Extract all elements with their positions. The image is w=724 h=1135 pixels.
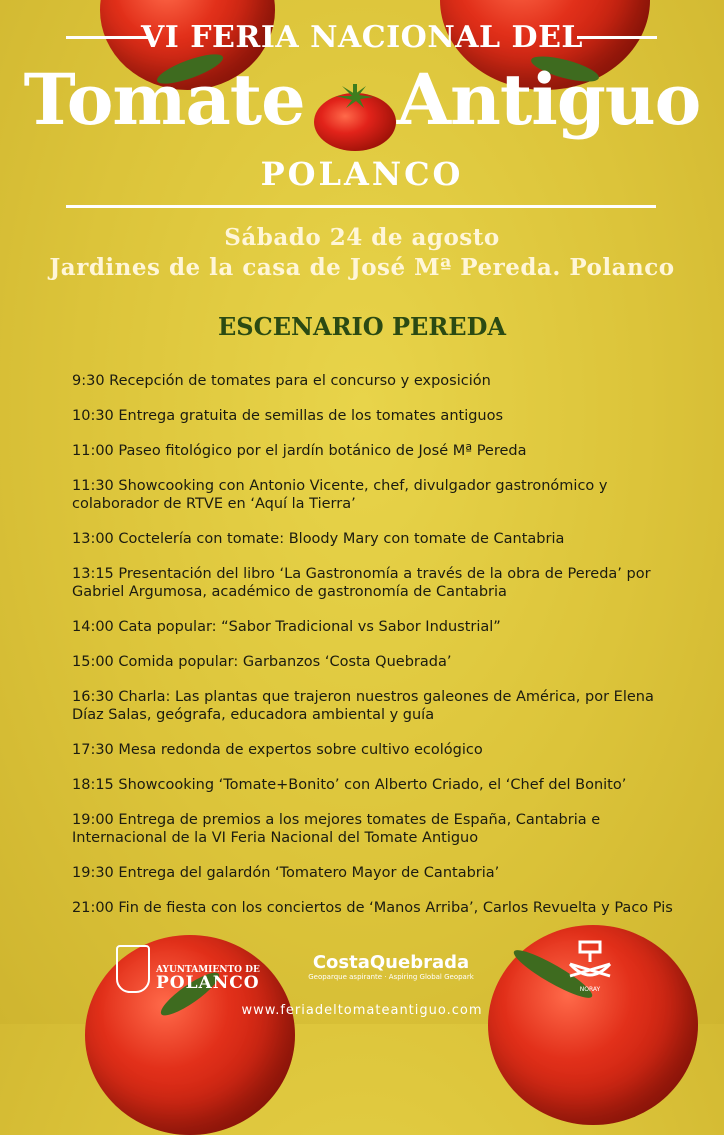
title-word-left: Tomate [23,58,305,141]
costa-quebrada-subtitle: Geoparque aspirante · Aspiring Global Geopark [308,973,474,981]
stage-heading: ESCENARIO PEREDA [217,312,507,341]
program-item: 19:30 Entrega del galardón ‘Tomatero Mayor de Cantabria’ [72,865,500,881]
program-item: 15:00 Comida popular: Garbanzos ‘Costa Quebrada’ [72,654,452,670]
noray-label: NORAY [579,986,601,993]
title-word-right: Antiguo [396,58,701,141]
program-item: 19:00 Entrega de premios a los mejores tomates de España, Cantabria e Internacional de la VI Feria Nacional del Tomate Antiguo [72,812,601,846]
event-place: Jardines de la casa de José Mª Pereda. Polanco [49,254,675,281]
ayuntamiento-label: AYUNTAMIENTO DE [156,965,260,975]
header-rule-bottom [66,205,656,208]
event-date: Sábado 24 de agosto [224,224,500,251]
ayuntamiento-polanco-logo [116,945,260,995]
costa-quebrada-name: CostaQuebrada [312,952,470,973]
town-heading: POLANCO [260,155,464,193]
program-item: 16:30 Charla: Las plantas que trajeron nuestros galeones de América, por Elena Díaz Salas, geógrafa, educadora ambiental y guía [72,689,654,723]
noray-logo [566,940,614,996]
program-item: 21:00 Fin de fiesta con los conciertos de ‘Manos Arriba’, Carlos Revuelta y Paco Pis [72,900,673,916]
fair-edition-heading: VI FERIA NACIONAL DEL [140,20,584,55]
program-item: 9:30 Recepción de tomates para el concurso y exposición [72,373,491,389]
website-link[interactable]: www.feriadeltomateantiguo.com [241,1003,483,1018]
program-item: 14:00 Cata popular: “Sabor Tradicional vs Sabor Industrial” [72,619,501,635]
shield-icon [116,945,150,993]
noray-icon [566,940,614,986]
costa-quebrada-logo [308,952,474,981]
program-item: 18:15 Showcooking ‘Tomate+Bonito’ con Alberto Criado, el ‘Chef del Bonito’ [72,777,627,793]
program-item: 13:00 Coctelería con tomate: Bloody Mary con tomate de Cantabria [72,531,565,547]
tomato-icon [312,80,398,152]
program-item: 11:00 Paseo fitológico por el jardín botánico de José Mª Pereda [72,443,527,459]
program-item: 11:30 Showcooking con Antonio Vicente, chef, divulgador gastronómico y colaborador de RTVE en ‘Aquí la Tierra’ [72,478,608,512]
program-list [72,372,690,934]
program-item: 13:15 Presentación del libro ‘La Gastronomía a través de la obra de Pereda’ por Gabriel Argumosa, académico de gastronomía de Cantabria [72,566,651,600]
program-item: 17:30 Mesa redonda de expertos sobre cultivo ecológico [72,742,483,758]
program-item: 10:30 Entrega gratuita de semillas de los tomates antiguos [72,408,504,424]
sponsor-logos [0,940,724,1000]
ayuntamiento-name: POLANCO [156,973,260,993]
